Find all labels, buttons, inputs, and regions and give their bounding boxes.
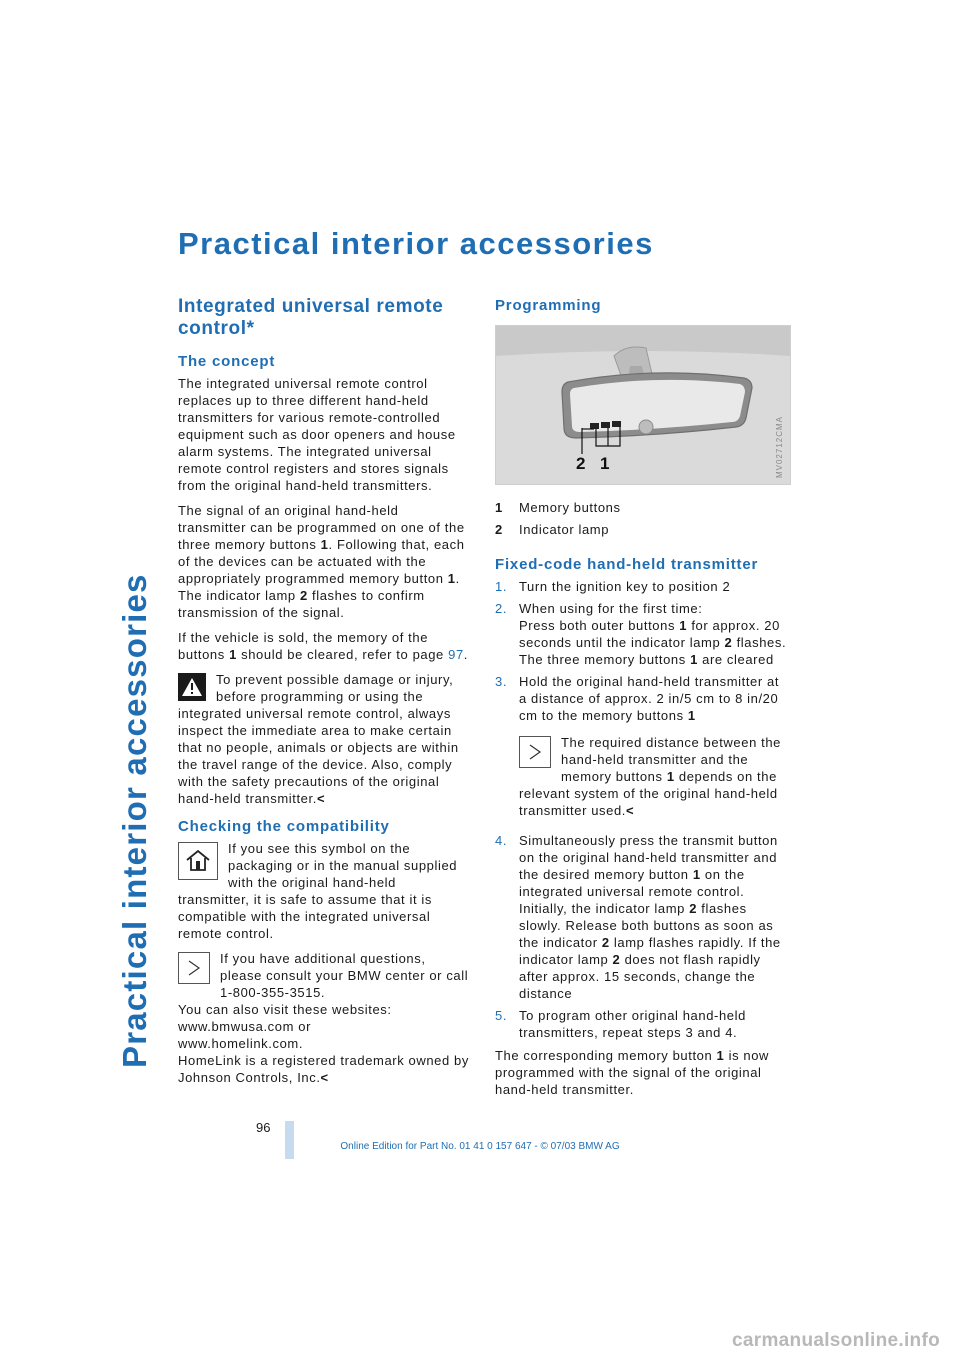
homelink-house-icon <box>178 842 218 880</box>
legend-row: 2 Indicator lamp <box>495 522 610 537</box>
trademark-text: HomeLink is a registered trademark owned by Johnson Controls, Inc. <box>178 1053 469 1085</box>
questions-text: If you have additional questions, please consult your BMW center or call 1-800-355-3515. <box>220 951 469 1000</box>
subheading-fixed-code: Fixed-code hand-held transmitter <box>495 556 759 573</box>
side-section-title <box>112 230 158 1070</box>
page-reference-link[interactable]: 97 <box>448 647 464 662</box>
page-title: Practical interior accessories <box>178 226 654 261</box>
concept-paragraph-2: The signal of an original hand-held transmitter can be programmed on one of the three memory buttons 1. Following that, each of the devices can be actuated with the appropriately programmed memory button 1. The indicator lamp 2 flashes to confirm transmission of the signal. <box>178 503 465 620</box>
right-column <box>495 296 789 1106</box>
mirror-illustration <box>496 326 790 484</box>
figure-callout-1: 1 <box>600 454 610 473</box>
website-homelink: www.homelink.com. <box>178 1036 304 1051</box>
left-column <box>178 296 470 1094</box>
footer-edition-note: Online Edition for Part No. 01 41 0 157 647 - © 07/03 BMW AG <box>340 1141 620 1152</box>
programming-steps <box>495 578 789 1041</box>
warning-triangle-icon <box>178 673 206 701</box>
end-mark: < <box>316 791 326 806</box>
note-arrow-icon <box>519 736 551 768</box>
legend-row: 1 Memory buttons <box>495 500 621 515</box>
info-note <box>178 950 470 1086</box>
side-section-title-text: Practical interior accessories <box>116 573 153 1068</box>
websites-intro: You can also visit these websites: <box>178 1002 392 1017</box>
compatibility-note <box>178 840 470 942</box>
concept-paragraph-3: If the vehicle is sold, the memory of the buttons 1 should be cleared, refer to page 97. <box>178 630 468 662</box>
distance-note: The required distance between the hand-held transmitter and the memory buttons 1 depends on the relevant system of the original hand-held transmitter used.< <box>519 735 781 818</box>
watermark: carmanualsonline.info <box>732 1330 940 1351</box>
step-item: 5. To program other original hand-held transmitters, repeat steps 3 and 4. <box>495 1008 746 1040</box>
page-margin-bar <box>285 1121 294 1159</box>
page-number: 96 <box>256 1120 271 1135</box>
subheading-compatibility: Checking the compatibility <box>178 818 390 835</box>
rearview-mirror-figure <box>495 325 791 485</box>
step-item: 3. Hold the original hand-held transmitter at a distance of approx. 2 in/5 cm to 8 in/20 cm to the memory buttons 1 The required distance between the hand-held transmitter and the memory buttons 1 depends on the relevant system of the original hand-held transmitter used.< <box>495 673 789 827</box>
note-arrow-icon <box>178 952 210 984</box>
section-heading-remote-control: Integrated universal remote control* <box>178 296 444 339</box>
concept-paragraph-1: The integrated universal remote control replaces up to three different hand-held transmitters for various remote-controlled equipment such as door openers and house alarm systems. The integrated universal remote control registers and stores signals from the original hand-held transmitters. <box>178 376 456 493</box>
step-item: 2. When using for the first time: Press both outer buttons 1 for approx. 20 seconds until the indicator lamp 2 flashes. The three memory buttons 1 are cleared <box>495 601 787 667</box>
subheading-programming: Programming <box>495 297 602 314</box>
figure-code: MV02712CMA <box>775 416 784 479</box>
subheading-concept: The concept <box>178 353 276 370</box>
figure-callout-2: 2 <box>576 454 586 473</box>
step-item: 1. Turn the ignition key to position 2 <box>495 579 731 594</box>
closing-paragraph: The corresponding memory button 1 is now programmed with the signal of the original hand-held transmitter. <box>495 1048 770 1097</box>
step-item: 4. Simultaneously press the transmit button on the original hand-held transmitter and the desired memory button 1 on the integrated universal remote control. Initially, the indicator lamp 2 flashes slowly. Release both buttons as soon as the indicator 2 lamp flashes rapidly. If the indicator lamp 2 does not flash rapidly after approx. 15 seconds, change the distance <box>495 833 781 1001</box>
end-mark: < <box>320 1070 329 1085</box>
warning-text: To prevent possible damage or injury, before programming or using the integrated universal remote control, always inspect the immediate area to make certain that no people, animals or objects are within the travel range of the device. Also, comply with the safety precautions of the original hand-held transmitter. <box>178 672 459 806</box>
website-bmwusa: www.bmwusa.com or <box>178 1019 312 1034</box>
warning-note <box>178 671 470 807</box>
compatibility-text: If you see this symbol on the packaging or in the manual supplied with the original hand-held transmitter, it is safe to assume that it is compatible with the integrated universal remote control. <box>178 841 458 941</box>
end-mark: < <box>626 803 635 818</box>
